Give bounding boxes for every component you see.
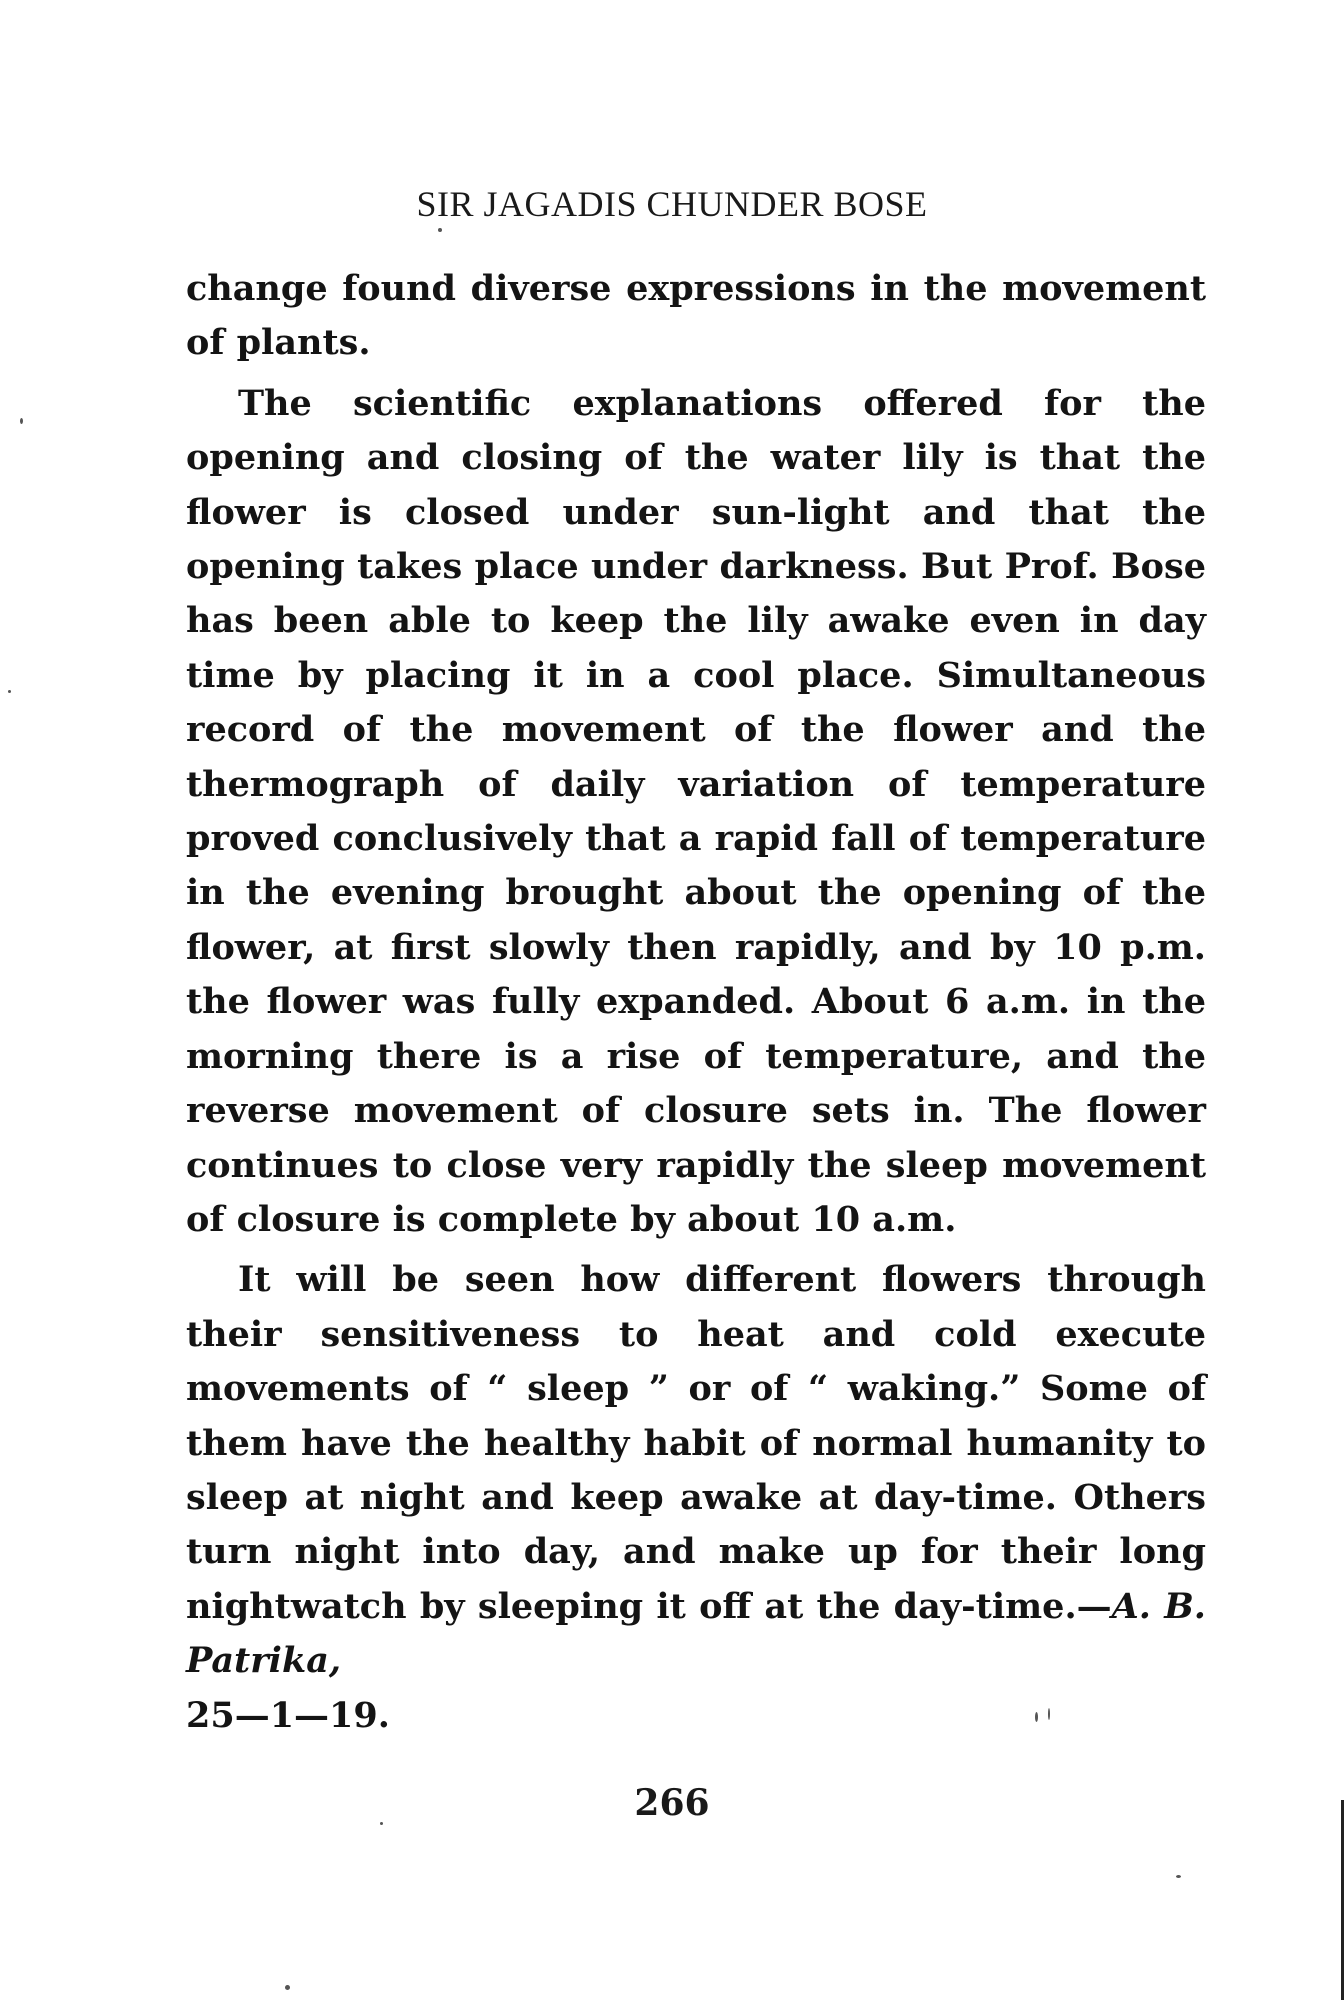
scan-speck bbox=[20, 418, 23, 424]
scan-speck bbox=[1035, 1712, 1038, 1722]
paragraph-1 bbox=[186, 262, 1206, 371]
scan-speck bbox=[380, 1822, 383, 1825]
scan-speck bbox=[285, 1985, 290, 1990]
paragraph-1-text: change found diverse expressions in the movement of plants. bbox=[186, 268, 1206, 364]
scan-speck bbox=[8, 690, 11, 693]
paragraph-2 bbox=[186, 377, 1206, 1248]
paragraph-3-text: It will be seen how different flowers through their sensitiveness to heat and cold execute movements of “ sleep ” or of “ waking.” Some of them have the healthy habit of normal humanity to sleep at night and keep awake at day-time. Others turn night into day, and make up for their long nightwatch by sleeping it off at the day-time.— bbox=[186, 1259, 1206, 1627]
running-head: SIR JAGADIS CHUNDER BOSE bbox=[416, 184, 928, 224]
paragraph-3 bbox=[186, 1253, 1206, 1743]
source-date: 25—1—19. bbox=[186, 1694, 390, 1736]
source-citation: A. B. Patrika, bbox=[186, 1585, 1206, 1682]
scan-speck bbox=[1048, 1708, 1050, 1720]
paragraph-2-text: The scientific explanations offered for the opening and closing of the water lily is that the flower is closed under sun-light and that the opening takes place under darkness. But Prof. Bose has been able to keep the lily awake even in day time by placing it in a cool place. Simultaneous record of the movement of the flower and the thermograph of daily variation of temperature proved conclusively that a rapid fall of temperature in the evening brought about the opening of the flower, at first slowly then rapidly, and by 10 p.m. the flower was fully expanded. About 6 a.m. in the morning there is a rise of temperature, and the reverse movement of closure sets in. The flower continues to close very rapidly the sleep movement of closure is complete by about 10 a.m. bbox=[186, 382, 1206, 1240]
scan-speck bbox=[438, 228, 442, 232]
body-text bbox=[186, 262, 1206, 1743]
scan-speck bbox=[1176, 1875, 1181, 1878]
page-number: 266 bbox=[634, 1782, 710, 1824]
